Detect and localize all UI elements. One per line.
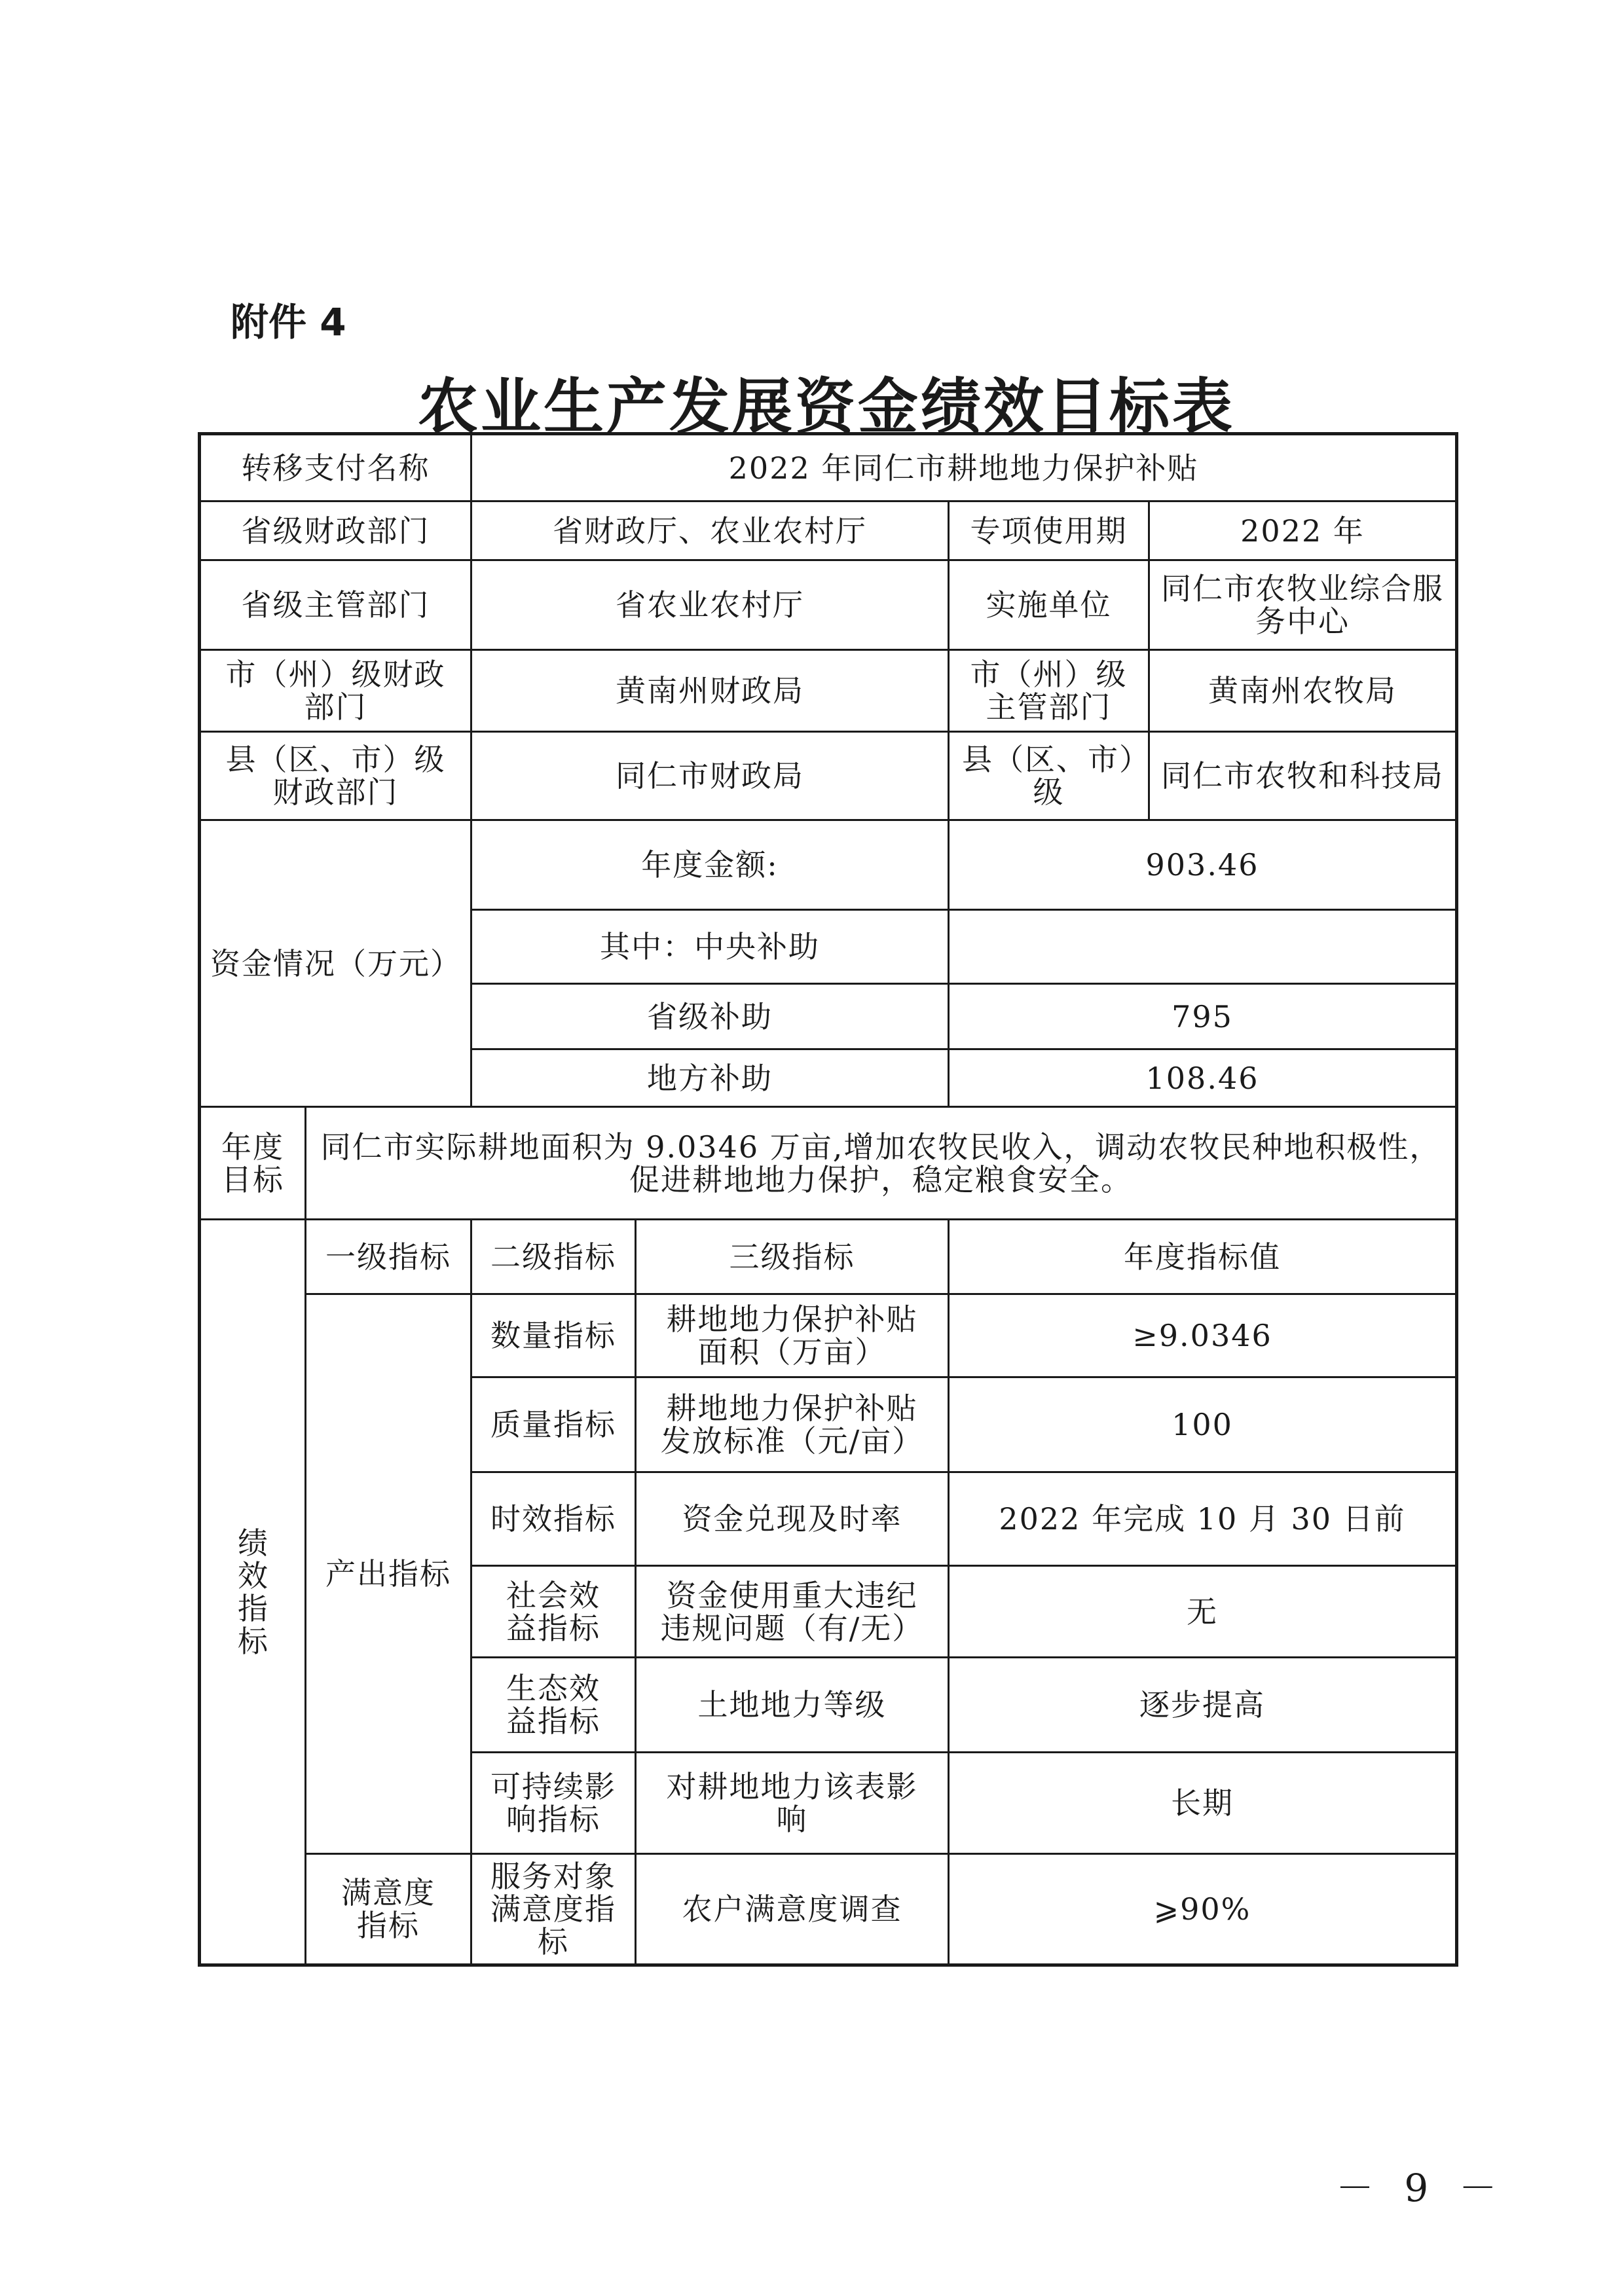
table-row: [200, 1107, 1457, 1220]
table-row: [200, 501, 1457, 560]
local-subsidy-value: 108.46: [949, 1049, 1457, 1107]
annual-amount-value: 903.46: [949, 820, 1457, 910]
impl-unit-value: 同仁市农牧业综合服务中心: [1149, 560, 1457, 650]
annual-amount-label: 年度金额:: [471, 820, 949, 910]
county-admin-value: 同仁市农牧和科技局: [1149, 732, 1457, 820]
annual-goal-label: 年度目标: [200, 1107, 306, 1220]
level2-cell: 质量指标: [471, 1377, 636, 1472]
value-cell: 逐步提高: [949, 1658, 1457, 1753]
level3-cell: 农户满意度调查: [636, 1854, 949, 1965]
county-finance-value: 同仁市财政局: [471, 732, 949, 820]
level3-cell: 土地地力等级: [636, 1658, 949, 1753]
provincial-subsidy-value: 795: [949, 984, 1457, 1049]
city-finance-label: 市（州）级财政部门: [200, 650, 471, 732]
prov-finance-value: 省财政厅、农业农村厅: [471, 501, 949, 560]
table-row: [200, 434, 1457, 501]
level3-cell: 耕地地力保护补贴发放标准（元/亩）: [636, 1377, 949, 1472]
level3-cell: 资金兑现及时率: [636, 1472, 949, 1566]
level2-cell: 可持续影响指标: [471, 1753, 636, 1854]
city-admin-value: 黄南州农牧局: [1149, 650, 1457, 732]
level2-cell: 服务对象满意度指标: [471, 1854, 636, 1965]
table-row: [200, 732, 1457, 820]
impl-unit-label: 实施单位: [949, 560, 1149, 650]
provincial-subsidy-label: 省级补助: [471, 984, 949, 1049]
county-finance-label: 县（区、市）级财政部门: [200, 732, 471, 820]
transfer-name-label: 转移支付名称: [200, 434, 471, 501]
value-cell: 无: [949, 1566, 1457, 1658]
central-subsidy-label: 其中：中央补助: [471, 910, 949, 984]
value-cell: ⩾90%: [949, 1854, 1457, 1965]
period-label: 专项使用期: [949, 501, 1149, 560]
central-subsidy-value: [949, 910, 1457, 984]
value-cell: 长期: [949, 1753, 1457, 1854]
table-row: [200, 1294, 1457, 1377]
local-subsidy-label: 地方补助: [471, 1049, 949, 1107]
value-cell: 2022 年完成 10 月 30 日前: [949, 1472, 1457, 1566]
table-row: [200, 820, 1457, 910]
level3-cell: 耕地地力保护补贴面积（万亩）: [636, 1294, 949, 1377]
funds-label: 资金情况（万元）: [200, 820, 471, 1107]
attachment-label: 附件 4: [231, 300, 346, 344]
header-level2: 二级指标: [471, 1220, 636, 1294]
header-value: 年度指标值: [949, 1220, 1457, 1294]
table-row: [200, 1854, 1457, 1965]
page-title: 农业生产发展资金绩效目标表: [417, 371, 1235, 442]
level3-cell: 对耕地地力该表影响: [636, 1753, 949, 1854]
header-level3: 三级指标: [636, 1220, 949, 1294]
prov-finance-label: 省级财政部门: [200, 501, 471, 560]
table-row: [200, 1220, 1457, 1294]
value-cell: ≥9.0346: [949, 1294, 1457, 1377]
city-finance-value: 黄南州财政局: [471, 650, 949, 732]
county-admin-label: 县（区、市）级: [949, 732, 1149, 820]
performance-target-table: [198, 432, 1458, 1967]
table-row: [200, 650, 1457, 732]
city-admin-label: 市（州）级主管部门: [949, 650, 1149, 732]
level2-cell: 数量指标: [471, 1294, 636, 1377]
level3-cell: 资金使用重大违纪违规问题（有/无）: [636, 1566, 949, 1658]
level2-cell: 社会效益指标: [471, 1566, 636, 1658]
value-cell: 100: [949, 1377, 1457, 1472]
annual-goal-text: 同仁市实际耕地面积为 9.0346 万亩,增加农牧民收入，调动农牧民种地积极性，促进耕地地力保护，稳定粮食安全。: [306, 1107, 1457, 1220]
table-row: [200, 560, 1457, 650]
transfer-name-value: 2022 年同仁市耕地地力保护补贴: [471, 434, 1457, 501]
level2-cell: 生态效益指标: [471, 1658, 636, 1753]
output-indicator-label: 产出指标: [306, 1294, 471, 1854]
period-value: 2022 年: [1149, 501, 1457, 560]
level2-cell: 时效指标: [471, 1472, 636, 1566]
prov-admin-value: 省农业农村厅: [471, 560, 949, 650]
prov-admin-label: 省级主管部门: [200, 560, 471, 650]
header-level1: 一级指标: [306, 1220, 471, 1294]
indicators-section-label: 绩效指标: [200, 1220, 306, 1965]
satisfaction-indicator-label: 满意度指标: [306, 1854, 471, 1965]
page-number: － 9 －: [1336, 2166, 1506, 2210]
